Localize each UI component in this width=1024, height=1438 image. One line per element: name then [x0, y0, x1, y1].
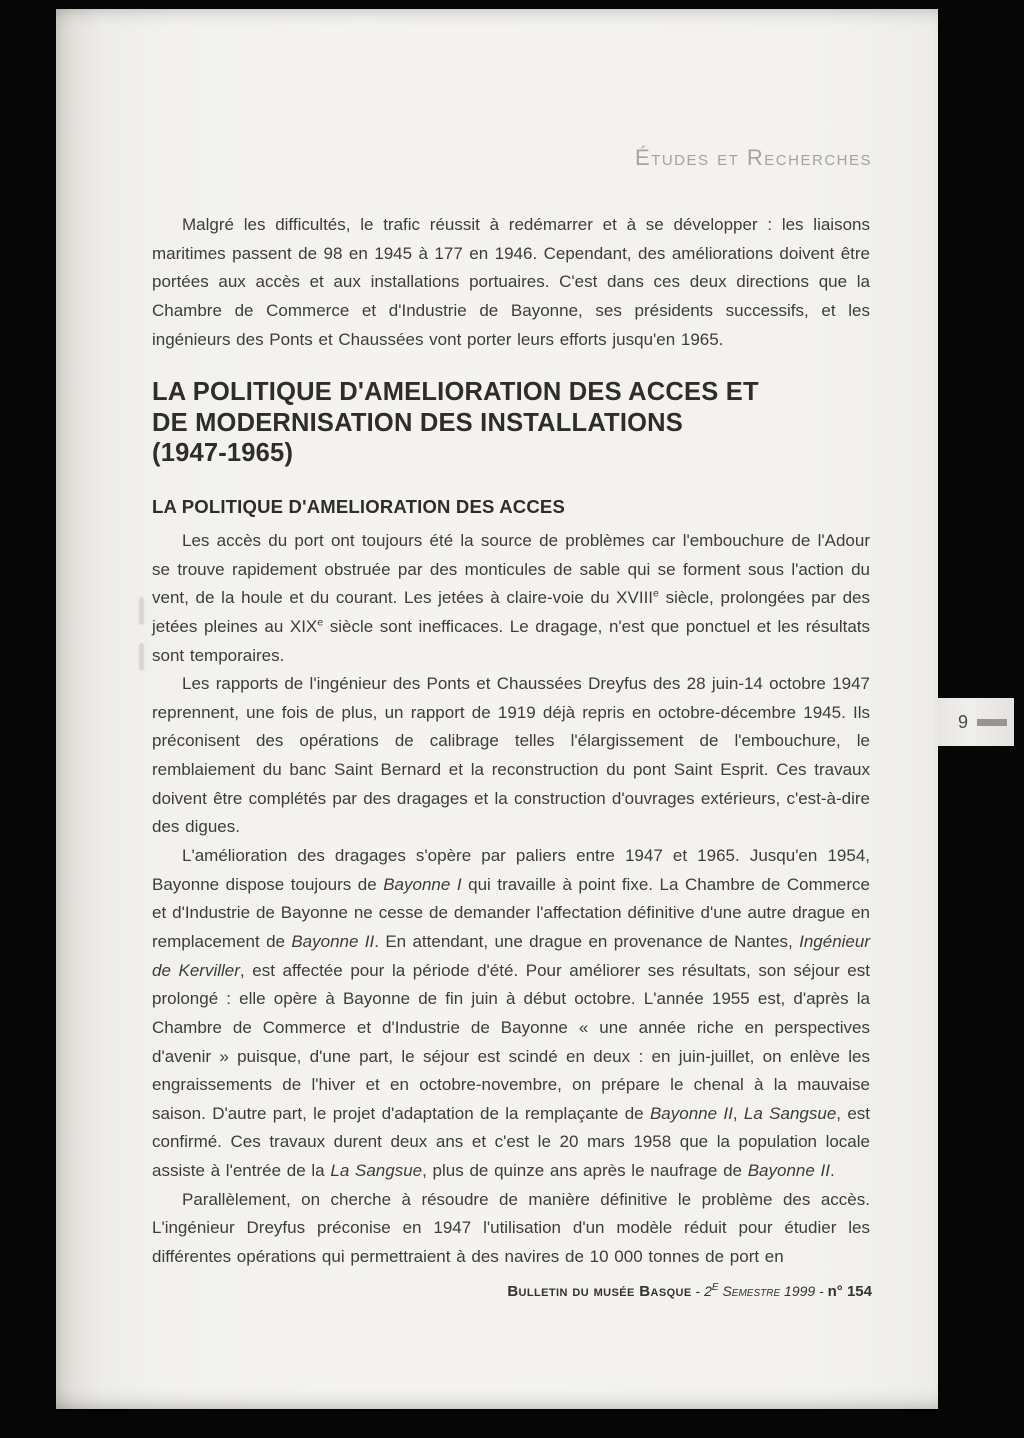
- paragraph: Les rapports de l'ingénieur des Ponts et Chaussées Dreyfus des 28 juin-14 octobre 1947 reprennent, une fois de plus, un rapport de 1919 déjà repris en octobre-décembre 1945. Ils préconisent des opérations de calibrage telles l'élargissement de l'embouchure, le remblaiement du banc Saint Bernard et la reconstruction du pont Saint Esprit. Ces travaux doivent être complétés par des dragages et la construction d'ouvrages extérieurs, c'est-à-dire des digues.: [152, 674, 870, 837]
- paragraph: Les accès du port ont toujours été la source de problèmes car l'embouchure de l'Adour se trouve rapidement obstruée par des monticules de sable qui se forment sous l'action du vent, de la houle et du courant. Les jetées à claire-voie du XVIIIe siècle, prolongées par des jetées pleines au XIXe siècle sont inefficaces. Le dragage, n'est que ponctuel et les résultats sont temporaires.: [152, 530, 870, 665]
- paragraph: Malgré les difficultés, le trafic réussit à redémarrer et à se développer : les liaisons maritimes passent de 98 en 1945 à 177 en 1946. Cependant, des améliorations doivent être portées aux accès et aux installations portuaires. C'est dans ces deux directions que la Chambre de Commerce et d'Industrie de Bayonne, ses présidents successifs, et les ingénieurs des Ponts et Chaussées vont porter leurs efforts jusqu'en 1965.: [152, 215, 870, 349]
- paragraph: Parallèlement, on cherche à résoudre de manière définitive le problème des accès. L'ingénieur Dreyfus préconise en 1947 l'utilisation d'un modèle réduit pour étudier les différentes opérations qui permettraient à des navires de 10 000 tonnes de port en: [152, 1189, 870, 1266]
- heading-line: (1947-1965): [152, 439, 294, 468]
- page-number-tab: [938, 698, 1014, 746]
- section-heading: [152, 377, 870, 469]
- book-page: [56, 9, 938, 1409]
- binding-stitch: [140, 643, 143, 669]
- binding-stitch: [140, 597, 143, 623]
- page-content: [152, 211, 870, 1272]
- page-footer: Bulletin du musée Basque - 2e Semestre 1999 - n° 154: [507, 1277, 872, 1300]
- page-header: Études et Recherches: [635, 145, 872, 170]
- page-number: 9: [958, 711, 969, 732]
- subsection-heading: LA POLITIQUE D'AMELIORATION DES ACCES: [152, 495, 565, 517]
- heading-line: LA POLITIQUE D'AMELIORATION DES ACCES ET: [152, 378, 759, 407]
- heading-line: DE MODERNISATION DES INSTALLATIONS: [152, 408, 683, 437]
- body-paragraphs: [152, 527, 870, 1272]
- page-marker-bar: [977, 719, 1007, 726]
- paragraph: L'amélioration des dragages s'opère par paliers entre 1947 et 1965. Jusqu'en 1954, Bayonne dispose toujours de Bayonne I qui travaille à point fixe. La Chambre de Commerce et d'Industrie de Bayonne ne cesse de demander l'affectation définitive d'une autre drague en remplacement de Bayonne II. En attendant, une drague en provenance de Nantes, Ingénieur de Kerviller, est affectée pour la période d'été. Pour améliorer ses résultats, son séjour est prolongé : elle opère à Bayonne de fin juin à début octobre. L'année 1955 est, d'après la Chambre de Commerce et d'Industrie de Bayonne « une année riche en perspectives d'avenir » puisque, d'une part, le séjour est scindé en deux : en juin-juillet, on enlève les engraissements de l'hiver et en octobre-novembre, on prépare le chenal à la mauvaise saison. D'autre part, le projet d'adaptation de la remplaçante de Bayonne II, La Sangsue, est confirmé. Ces travaux durent deux ans et c'est le 20 mars 1958 que la population locale assiste à l'entrée de la La Sangsue, plus de quinze ans après le naufrage de Bayonne II.: [152, 846, 871, 1181]
- intro-paragraphs: [152, 211, 870, 354]
